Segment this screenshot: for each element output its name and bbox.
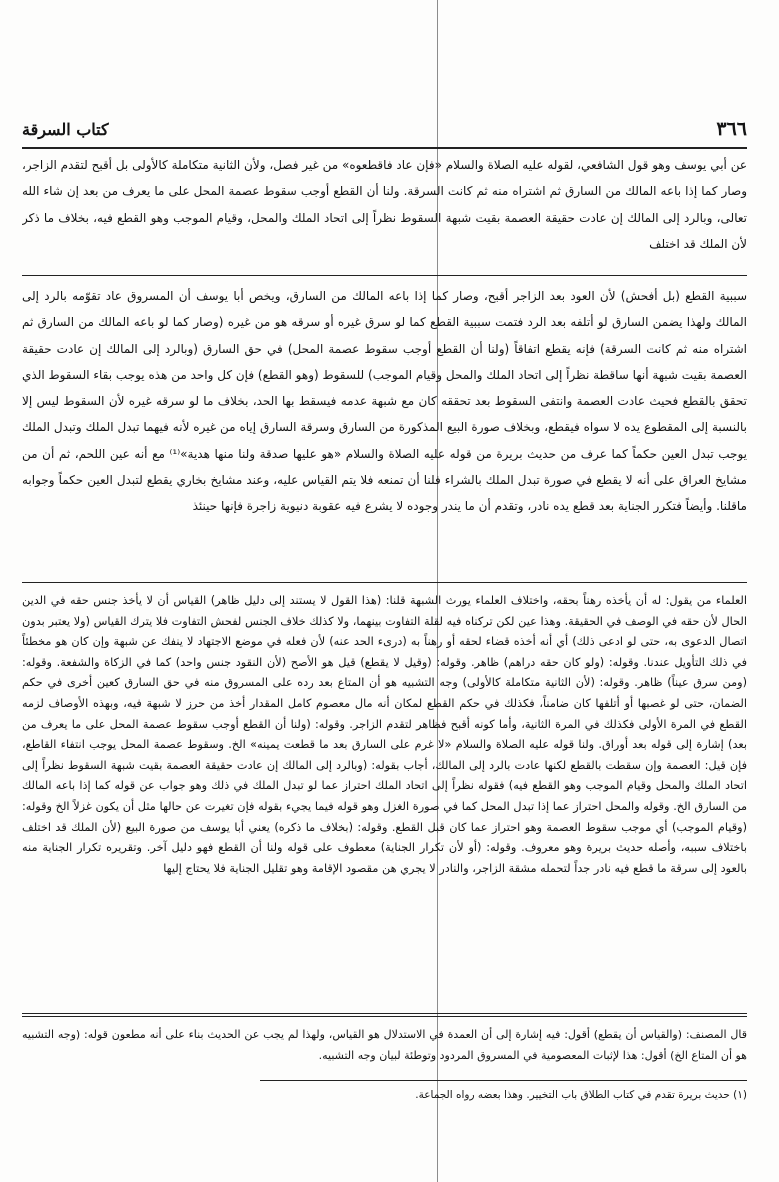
- section-divider-double: [22, 1016, 747, 1017]
- author-note-paragraph: قال المصنف: (والقياس أن يقطع) أقول: فيه إشارة إلى أن العمدة في الاستدلال هو القياس، ولهذا لم يجب عن الحديث بناء على أنه مطعون قوله: (وجه التشبيه هو أن المتاع الخ) أقول: هذا لإثبات المعصومية في المسروق المردود وتوطئة لبيان وجه التشبيه.: [22, 1028, 747, 1062]
- footnote-text: (١) حديث بريرة تقدم في كتاب الطلاق باب التخيير. وهذا بعضه رواه الجماعة.: [415, 1089, 747, 1101]
- footnote: [22, 1085, 747, 1109]
- commentary-text: [22, 283, 747, 575]
- main-text-paragraph: عن أبي يوسف وهو قول الشافعي، لقوله عليه الصلاة والسلام «فإن عاد فاقطعوه» من غير فصل، ولأن الثانية متكاملة كالأولى بل أقبح لتقدم الزاجر، وصار كما إذا باعه المالك من السارق ثم اشتراه منه ثم كانت السرقة. ولنا أن القطع أوجب سقوط عصمة المحل على ما يعرف من بعد إن شاء الله تعالى، وبالرد إلى المالك إن عادت حقيقة العصمة بقيت شبهة السقوط نظراً إلى اتحاد الملك والمحل، وقيام الموجب وهو القطع فيه، بخلاف ما ذكر لأن الملك قد اختلف: [22, 158, 747, 251]
- section-divider: [22, 1013, 747, 1014]
- footnote-rule: [260, 1080, 747, 1081]
- section-divider: [22, 275, 747, 276]
- main-text: [22, 152, 747, 260]
- author-note: [22, 1024, 747, 1072]
- section-divider: [22, 582, 747, 583]
- header-rule: [22, 147, 747, 149]
- gloss-text: [22, 591, 747, 1006]
- page-number: ٣٦٦: [716, 118, 747, 140]
- book-title: كتاب السرقة: [22, 120, 109, 139]
- commentary-paragraph: سببية القطع (بل أفحش) لأن العود بعد الزاجر أقبح، وصار كما إذا باعه المالك من السارق، ويخص أبا يوسف أن المسروق عاد تقوّمه بالرد إلى المالك ولهذا يضمن السارق لو أتلفه بعد الرد فتمت سببية القطع كما لو سرق غيره أو سرقه هو من غيره (وصار كما لو باعه المالك من السارق ثم اشتراه منه ثم كانت السرقة) فإنه يقطع اتفاقاً (ولنا أن القطع أوجب سقوط عصمة المحل) في حق السارق (وبالرد إلى المالك إن عادت حقيقة العصمة بقيت شبهة أنها ساقطة نظراً إلى اتحاد الملك والمحل وقيام الموجب) للسقوط (وهو القطع) فإن كل واحد من هذه يوجب بقاء السقوط الذي تحقق بالقطع فحيث عادت العصمة وانتفى السقوط بعد تحققه كان مع شبهة عدمه فيسقط بها الحد، بخلاف ما لو سرقه غيره لأن السقوط ليس إلا بالنسبة إلى المقطوع يده لا سواه فيقطع، وبخلاف صورة البيع المذكورة من السارق وسرقة السارق إياه من غيره لأنه فيهما تبدل الملك وتبدل الملك يوجب تبدل العين حكماً كما عرف من حديث بريرة من قوله عليه الصلاة والسلام «هو عليها صدقة ولنا منها هدية»⁽¹⁾ مع أنه عين اللحم، ثم أن من مشايخ العراق على أنه لا يقطع في صورة تبدل الملك بالشراء فلنا أن تمنعه فلا يتم القياس عليه، وعند مشايخ بخاري يقطع لتبدل العين حكماً وجوابه ماقلنا. وأيضاً فتكرر الجناية بعد قطع يده نادر، وتقدم أن ما يندر وجوده لا يشرع فيه عقوبة دنيوية زاجرة فإنها حينئذ: [22, 289, 747, 514]
- gloss-paragraph: العلماء من يقول: له أن يأخذه رهناً بحقه، واختلاف العلماء يورث الشبهة قلنا: (هذا القول لا يستند إلى دليل ظاهر) القياس أن لا يأخذ جنس حقه في الدين الحال لأن حقه في الوصف في الحقيقة. وهذا عين لكن تركناه فيه لقلة التفاوت بينهما، ولا كذلك خلاف الجنس لفحش التفاوت فلا يترك القياس (ولا يعتبر بدون اتصال الدعوى به، حتى لو ادعى ذلك) أي أنه أخذه قضاء لحقه أو رهناً به (درىء الحد عنه) لأن فعله في موضع الاجتهاد لا ينفك عن شبهة وإن كان هو مخطئاً في ذلك التأويل عندنا. وقوله: (ولو كان حقه دراهم) ظاهر. وقوله: (وقيل لا يقطع) قيل هو الأصح (لأن النقود جنس واحد) كما في الزكاة والشفعة. وقوله: (ومن سرق عيناً) ظاهر. وقوله: (لأن الثانية متكاملة كالأولى) وجه التشبيه هو أن المتاع بعد رده على المسروق منه في حق السارق كعين أخرى في حكم الضمان، حتى لو غصبها أو أتلفها كان ضامناً، فكذلك في حكم القطع لمكان أنه مال معصوم كامل المقدار أخذ من حرز لا شبهة فيه، وبهذه الأوصاف لزمه القطع في المرة الأولى فكذلك في المرة الثانية، وأما كونه أقبح فظاهر لتقدم الزاجر. وقوله: (ولنا أن القطع أوجب سقوط عصمة المحل على ما يعرف من بعد) إشارة إلى قوله بعد أوراق. ولنا قوله عليه الصلاة والسلام «لا غرم على السارق بعد ما قطعت يمينه» الخ. وسقوط عصمة المحل يوجب انتفاء القاطع، فإن قيل: العصمة وإن سقطت بالقطع لكنها عادت بالرد إلى المالك، أجاب بقوله: (وبالرد إلى المالك إن عادت حقيقة العصمة بقيت شبهة السقوط نظراً إلى اتحاد الملك والمحل وقيام الموجب وهو القطع فيه) فقوله نظراً إلى اتحاد الملك احتراز عما لو تبدل الملك في ذلك وهو جواب عن قوله كما إذا باعه المالك من السارق الخ. وقوله والمحل احتراز عما إذا تبدل المحل كما في صورة الغزل وهو قوله فيما يجيء بقوله فإن تغيرت عن حالها مثل أن يكون غزلاً الخ وقوله: (وقيام الموجب) أي موجب سقوط العصمة وهو احتراز عما كان قبل القطع. وقوله: (بخلاف ما ذكره) يعني أبا يوسف من صورة البيع (لأن الملك قد اختلف باختلاف سببه، وأصله حديث بريرة وهو معروف. وقوله: (أو لأن تكرار الجناية) معطوف على قوله ولنا أن القطع فهو دليل آخر. وتقريره تكرار الجناية منه بالعود إلى سرقة ما قطع فيه نادر جداً لتحمله مشقة الزاجر، والنادر لا يجري هن مقصود الإقامة وهو تقليل الجناية فلا يحتاج إليها: [22, 594, 747, 875]
- page-header: [22, 118, 747, 144]
